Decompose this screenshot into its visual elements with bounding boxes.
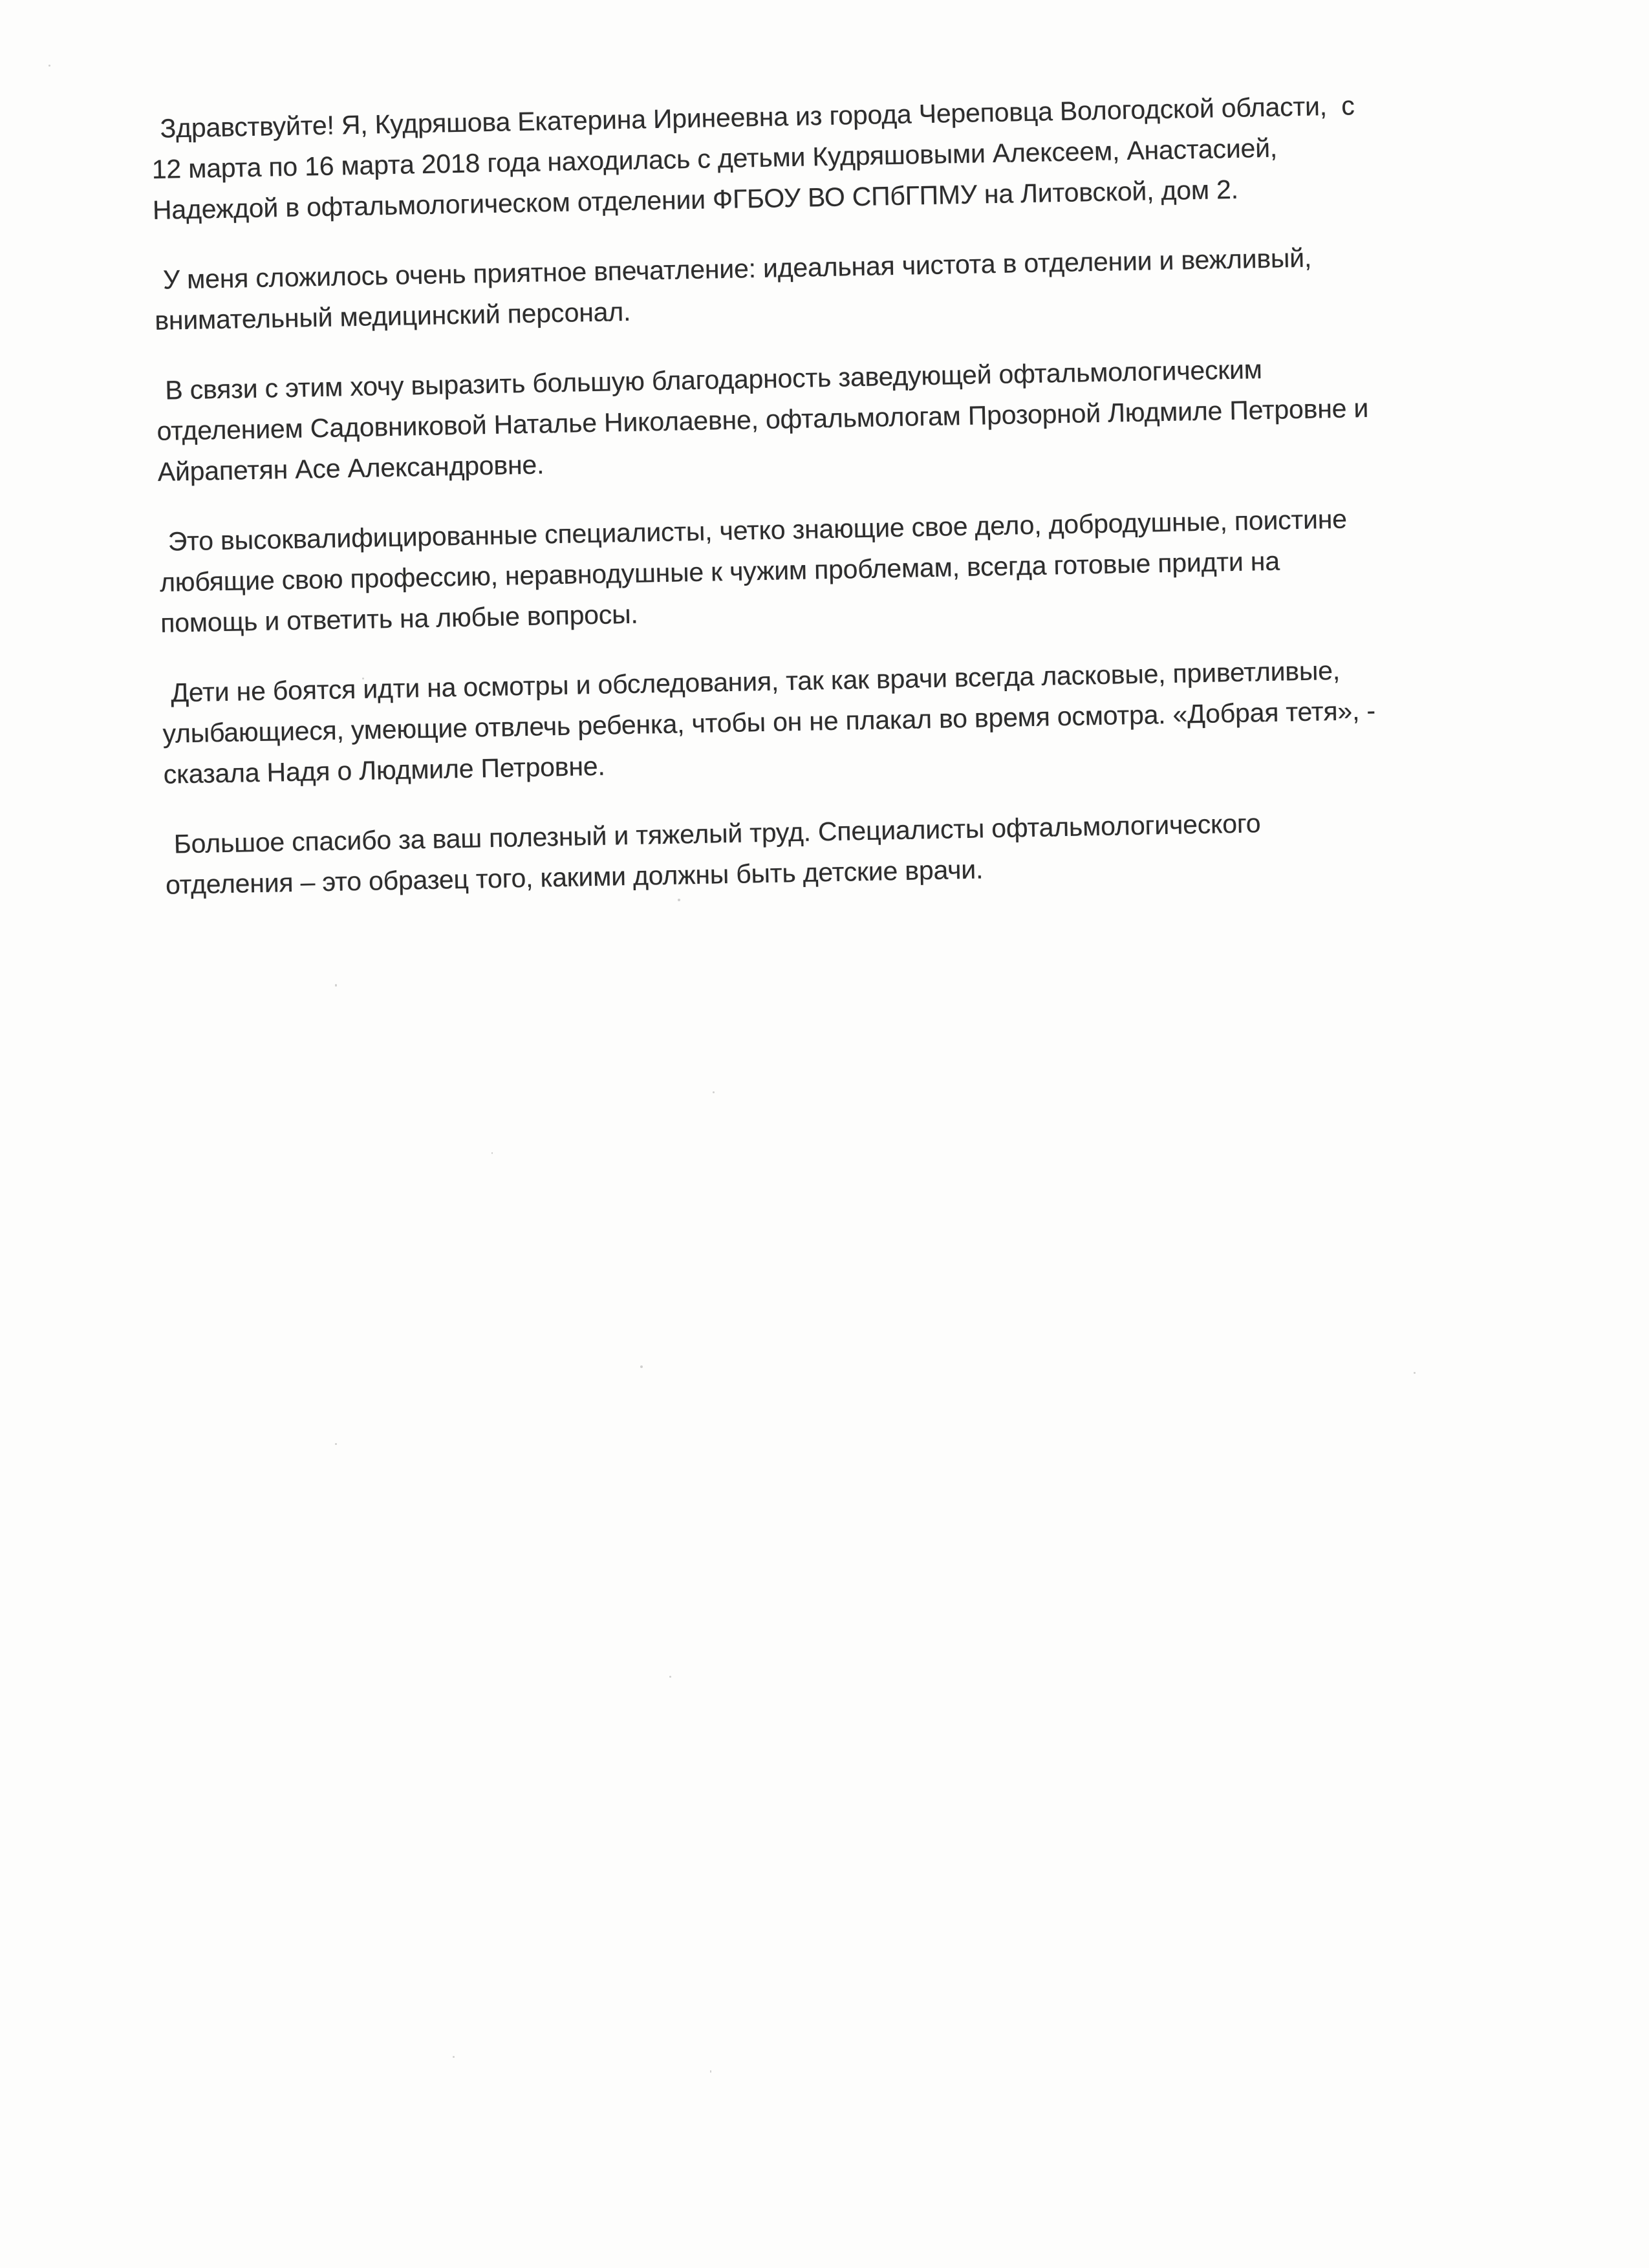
scan-speck (640, 1365, 643, 1368)
letter-text (151, 82, 1537, 934)
text-line: Большое спасибо за ваш полезный и тяжелый труд. Специалисты офтальмологического (173, 808, 1261, 859)
scan-speck (669, 1676, 671, 1678)
scan-speck (453, 2056, 455, 2058)
text-line: Здравствуйте! Я, Кудряшова Екатерина Иринеевна из города Череповца Вологодской области, с (160, 91, 1355, 144)
paragraph-children (162, 647, 1535, 795)
scan-speck (1414, 1372, 1416, 1374)
text-line: В связи с этим хочу выразить большую благодарность заведующей офтальмологическим (164, 354, 1263, 405)
text-line: внимательный медицинский персонал. (154, 296, 631, 336)
paragraph-impression (153, 233, 1525, 341)
text-line: любящие свою профессию, неравнодушные к чужим проблемам, всегда готовые придти на (159, 546, 1280, 597)
scan-speck (362, 678, 364, 679)
text-line: Дети не боятся идти на осмотры и обследования, так как врачи всегда ласковые, приветливые, (170, 655, 1341, 708)
scan-speck (710, 2070, 711, 2073)
text-line: помощь и ответить на любые вопросы. (160, 599, 638, 638)
text-line: У меня сложилось очень приятное впечатление: идеальная чистота в отделении и вежливый, (162, 242, 1312, 295)
text-line: Это высоквалифицированные специалисты, четко знающие свое дело, добродушные, поистине (167, 504, 1348, 557)
scan-speck (335, 984, 337, 987)
paragraph-greeting (151, 82, 1524, 231)
text-line: сказала Надя о Людмиле Петровне. (163, 751, 606, 789)
scan-speck (678, 899, 680, 901)
text-line: улыбающиеся, умеющие отвлечь ребенка, чтобы он не плакал во время осмотра. «Добрая тетя», - (162, 695, 1376, 749)
paragraph-thanks (164, 798, 1536, 906)
scan-speck (48, 65, 50, 67)
paragraph-gratitude (156, 344, 1529, 493)
scan-speck (335, 1443, 337, 1445)
paragraph-specialists (158, 495, 1531, 644)
scan-speck (713, 1091, 715, 1093)
scan-speck (491, 1152, 493, 1154)
text-line: отделения – это образец того, какими должны быть детские врачи. (165, 854, 984, 900)
text-line: отделением Садовниковой Наталье Николаевне, офтальмологам Прозорной Людмиле Петровне и (156, 392, 1369, 446)
text-line: Надеждой в офтальмологическом отделении ФГБОУ ВО СПбГПМУ на Литовской, дом 2. (152, 174, 1239, 225)
text-line: 12 марта по 16 марта 2018 года находилась с детьми Кудряшовыми Алексеем, Анастасией, (151, 133, 1278, 184)
text-line: Айрапетян Асе Александровне. (157, 449, 544, 487)
